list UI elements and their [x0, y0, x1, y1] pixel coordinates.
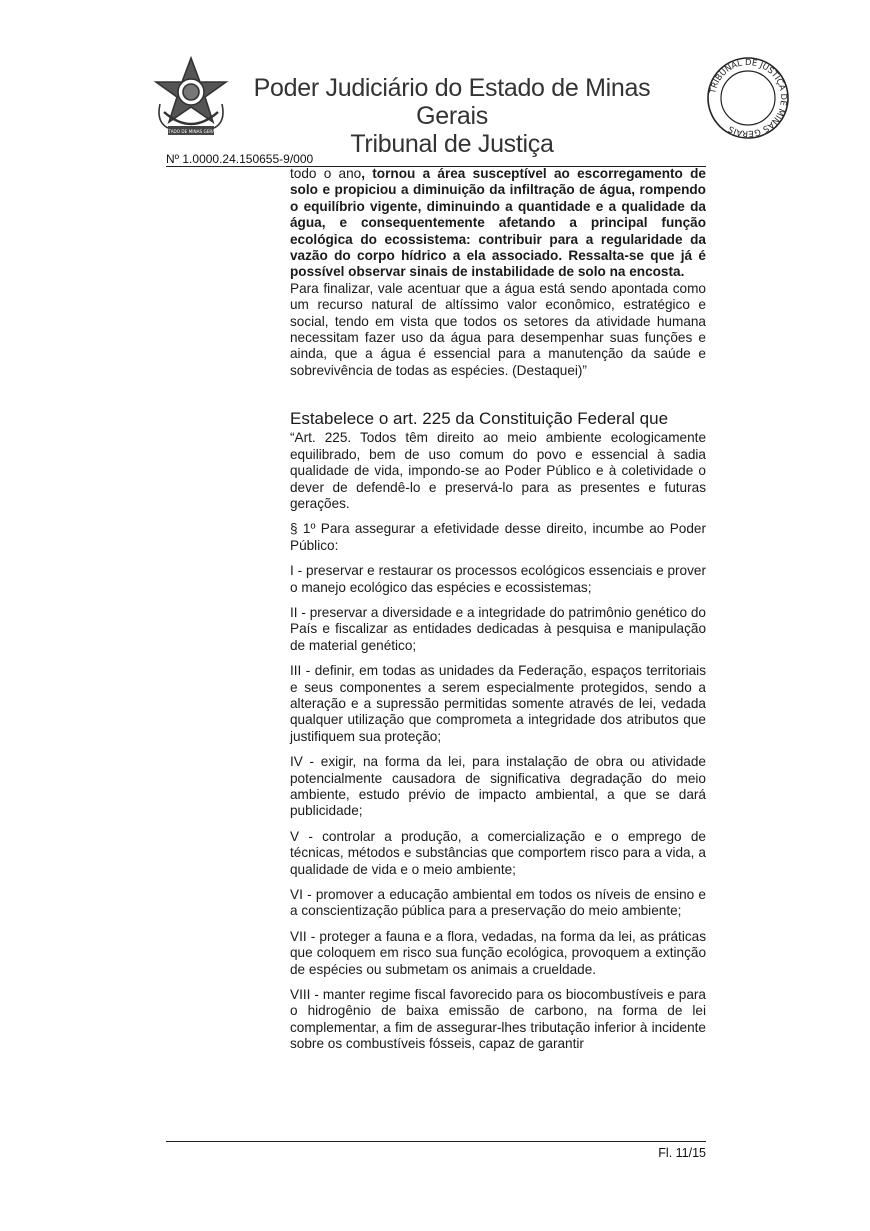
institution-line-2: Tribunal de Justiça — [350, 130, 554, 158]
institution-line-1: Poder Judiciário do Estado de Minas Gerais — [253, 74, 651, 130]
footer-divider — [166, 1141, 706, 1142]
article-item: I - preservar e restaurar os processos ecológicos essenciais e prover o manejo ecológico das espécies e ecossistemas; — [290, 563, 706, 595]
quote-paragraph — [290, 166, 706, 281]
quote-lead: todo o ano — [290, 166, 362, 181]
article-item: IV - exigir, na forma da lei, para instalação de obra ou atividade potencialmente causadora de significativa degradação do meio ambiente, estudo prévio de impacto ambiental, a que se dará publicidade; — [290, 754, 706, 819]
svg-text:ESTADO DE MINAS GERAIS: ESTADO DE MINAS GERAIS — [163, 129, 219, 134]
quote-closing: Para finalizar, vale acentuar que a água está sendo apontada como um recurso natural de altíssimo valor econômico, estratégico e social, tendo em vista que todos os setores da atividade humana necessitam fazer uso da água para desempenhar suas funções e ainda, que a água é essencial para a manutenção da saúde e sobrevivência de todas as espécies. (Destaquei)” — [290, 280, 706, 378]
quote-bold-text: , tornou a área susceptível ao escorregamento de solo e propiciou a diminuição da infiltração de água, rompendo o equilíbrio vigente, diminuindo a quantidade e a qualidade da água, e consequentemente afetando a principal função ecológica do ecossistema: contribuir para a regularidade da vazão do corpo hídrico a ela associado. Ressalta-se que já é possível observar sinais de instabilidade de solo na encosta. — [290, 166, 706, 280]
article-paragraph-1: § 1º Para assegurar a efetividade desse direito, incumbe ao Poder Público: — [290, 521, 706, 553]
article-item: III - definir, em todas as unidades da Federação, espaços territoriais e seus componentes a serem especialmente protegidos, sendo a alteração e a supressão permitidas somente através de lei, vedada qualquer utilização que comprometa a integridade dos atributos que justifiquem sua proteção; — [290, 663, 706, 744]
document-body — [290, 166, 706, 1053]
article-item: VII - proteger a fauna e a flora, vedadas, na forma da lei, as práticas que coloquem em risco sua função ecológica, provoquem a extinção de espécies ou submetam os animais a crueldade. — [290, 928, 706, 977]
article-item: II - preservar a diversidade e a integridade do patrimônio genético do País e fiscalizar as entidades dedicadas à pesquisa e manipulação de material genético; — [290, 604, 706, 653]
page-folio: Fl. 11/15 — [658, 1146, 706, 1160]
article-item: VI - promover a educação ambiental em todos os níveis de ensino e a conscientização pública para a preservação do meio ambiente; — [290, 887, 706, 919]
article-item: VIII - manter regime fiscal favorecido para os biocombustíveis e para o hidrogênio de baixa emissão de carbono, na forma de lei complementar, a fim de assegurar-lhes tributação inferior à incidente sobre os combustíveis fósseis, capaz de garantir — [290, 987, 706, 1052]
article-item: V - controlar a produção, a comercialização e o emprego de técnicas, métodos e substâncias que comportem risco para a vida, a qualidade de vida e o meio ambiente; — [290, 828, 706, 877]
court-seal-icon — [706, 56, 790, 140]
article-caput: “Art. 225. Todos têm direito ao meio ambiente ecologicamente equilibrado, bem de uso comum do povo e essencial à sadia qualidade de vida, impondo-se ao Poder Público e à coletividade o dever de defendê-lo e preservá-lo para as presentes e futuras gerações. — [290, 430, 706, 511]
coat-of-arms-icon — [150, 52, 232, 142]
process-number: Nº 1.0000.24.150655-9/000 — [166, 152, 314, 166]
section-heading: Estabelece o art. 225 da Constituição Federal que — [290, 409, 669, 429]
svg-text:TRIBUNAL DE JUSTIÇA DE MINAS G: TRIBUNAL DE JUSTIÇA DE MINAS GERAIS — [707, 56, 790, 140]
page-header — [150, 52, 790, 158]
institution-name — [242, 74, 662, 158]
